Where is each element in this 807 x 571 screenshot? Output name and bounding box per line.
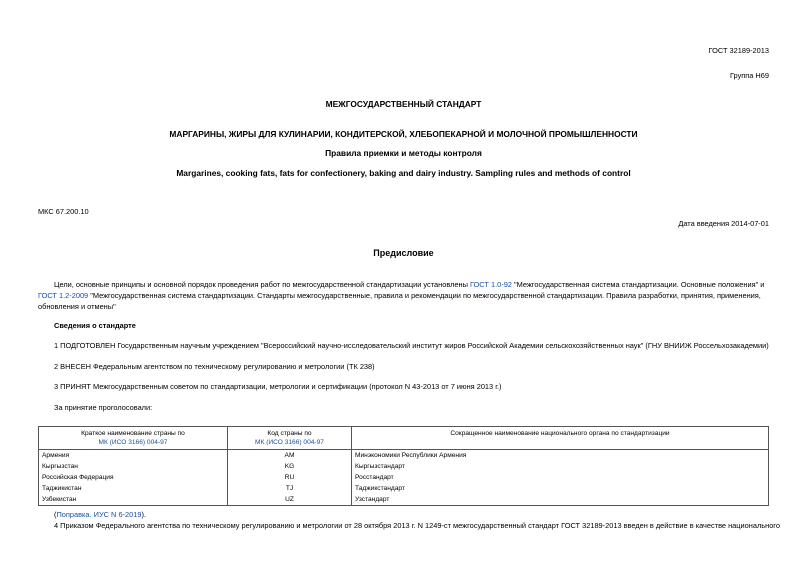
foreword-text-3: "Межгосударственная система стандартизации. Стандарты межгосударственные, правила и рекомендации по межгосударственной стандартизации. Правила разработки, принятия, применения, обновления и отмены" xyxy=(38,291,761,311)
standard-type-heading: МЕЖГОСУДАРСТВЕННЫЙ СТАНДАРТ xyxy=(325,99,482,109)
foreword-heading: Предисловие xyxy=(373,248,434,258)
voted-label: За принятие проголосовали: xyxy=(54,403,153,412)
code-cell: UZ xyxy=(228,494,352,506)
body-cell: Кыргызстандарт xyxy=(352,461,769,472)
code-cell: TJ xyxy=(228,483,352,494)
country-cell: Таджикистан xyxy=(39,483,228,494)
info-item-2: 2 ВНЕСЕН Федеральным агентством по техническому регулированию и метрологии (ТК 238) xyxy=(54,362,375,371)
table-row xyxy=(39,472,769,483)
body-cell: Таджикстандарт xyxy=(352,483,769,494)
voting-countries-table xyxy=(38,426,769,506)
document-number: ГОСТ 32189-2013 xyxy=(708,46,769,55)
table-row xyxy=(39,483,769,494)
amendment-note: (Поправка. ИУС N 6-2019). xyxy=(54,510,146,519)
introduction-date: Дата введения 2014-07-01 xyxy=(678,219,769,228)
table-row xyxy=(39,461,769,472)
info-item-1: 1 ПОДГОТОВЛЕН Государственным научным учреждением "Всероссийский научно-исследовательский институт жиров Российской Академии сельскохозяйственных наук" (ГНУ ВНИИЖ Россельхозакадемии) xyxy=(54,341,769,350)
body-cell: Узстандарт xyxy=(352,494,769,506)
foreword-paragraph xyxy=(38,279,769,312)
english-title: Margarines, cooking fats, fats for confectionery, baking and dairy industry. Sampling rules and methods of control xyxy=(176,168,631,178)
country-cell: Армения xyxy=(39,450,228,462)
country-cell: Кыргызстан xyxy=(39,461,228,472)
document-title: МАРГАРИНЫ, ЖИРЫ ДЛЯ КУЛИНАРИИ, КОНДИТЕРСКОЙ, ХЛЕБОПЕКАРНОЙ И МОЛОЧНОЙ ПРОМЫШЛЕННОСТИ xyxy=(169,129,638,139)
country-cell: Российская Федерация xyxy=(39,472,228,483)
gost-1-0-92-link[interactable]: ГОСТ 1.0-92 xyxy=(469,280,512,289)
code-cell: KG xyxy=(228,461,352,472)
foreword-text-2: "Межгосударственная система стандартизации. Основные положения" и xyxy=(511,280,765,289)
gost-1-2-2009-link[interactable]: ГОСТ 1.2-2009 xyxy=(38,291,89,300)
mks-code: МКС 67.200.10 xyxy=(38,207,89,216)
foreword-text-1: Цели, основные принципы и основной порядок проведения работ по межгосударственной стандартизации установлены xyxy=(54,280,470,289)
info-item-3: 3 ПРИНЯТ Межгосударственным советом по стандартизации, метрологии и сертификации (протокол N 43-2013 от 7 июня 2013 г.) xyxy=(54,382,502,391)
country-name-header: Краткое наименование страны по МК (ИСО 3166) 004-97 xyxy=(39,427,228,450)
country-code-header: Код страны по МК (ИСО 3166) 004-97 xyxy=(228,427,352,450)
amendment-link[interactable]: Поправка. ИУС N 6-2019 xyxy=(56,510,142,519)
table-row xyxy=(39,450,769,462)
code-cell: AM xyxy=(228,450,352,462)
body-cell: Минэкономики Республики Армения xyxy=(352,450,769,462)
country-cell: Узбекистан xyxy=(39,494,228,506)
standard-info-heading: Сведения о стандарте xyxy=(54,321,136,330)
mk-iso-3166-link[interactable]: МК (ИСО 3166) 004-97 xyxy=(98,439,168,446)
table-row xyxy=(39,494,769,506)
mk-iso-3166-link[interactable]: МК (ИСО 3166) 004-97 xyxy=(255,439,324,446)
national-body-header: Сокращенное наименование национального органа по стандартизации xyxy=(352,427,769,450)
info-item-4: 4 Приказом Федерального агентства по техническому регулированию и метрологии от 28 октября 2013 г. N 1249-ст межгосударственный стандарт ГОСТ 32189-2013 введен в действие в качестве национального xyxy=(54,521,780,530)
document-subtitle: Правила приемки и методы контроля xyxy=(325,148,482,158)
code-cell: RU xyxy=(228,472,352,483)
document-group: Группа Н69 xyxy=(729,71,769,80)
body-cell: Росстандарт xyxy=(352,472,769,483)
table-header-row xyxy=(39,427,769,450)
